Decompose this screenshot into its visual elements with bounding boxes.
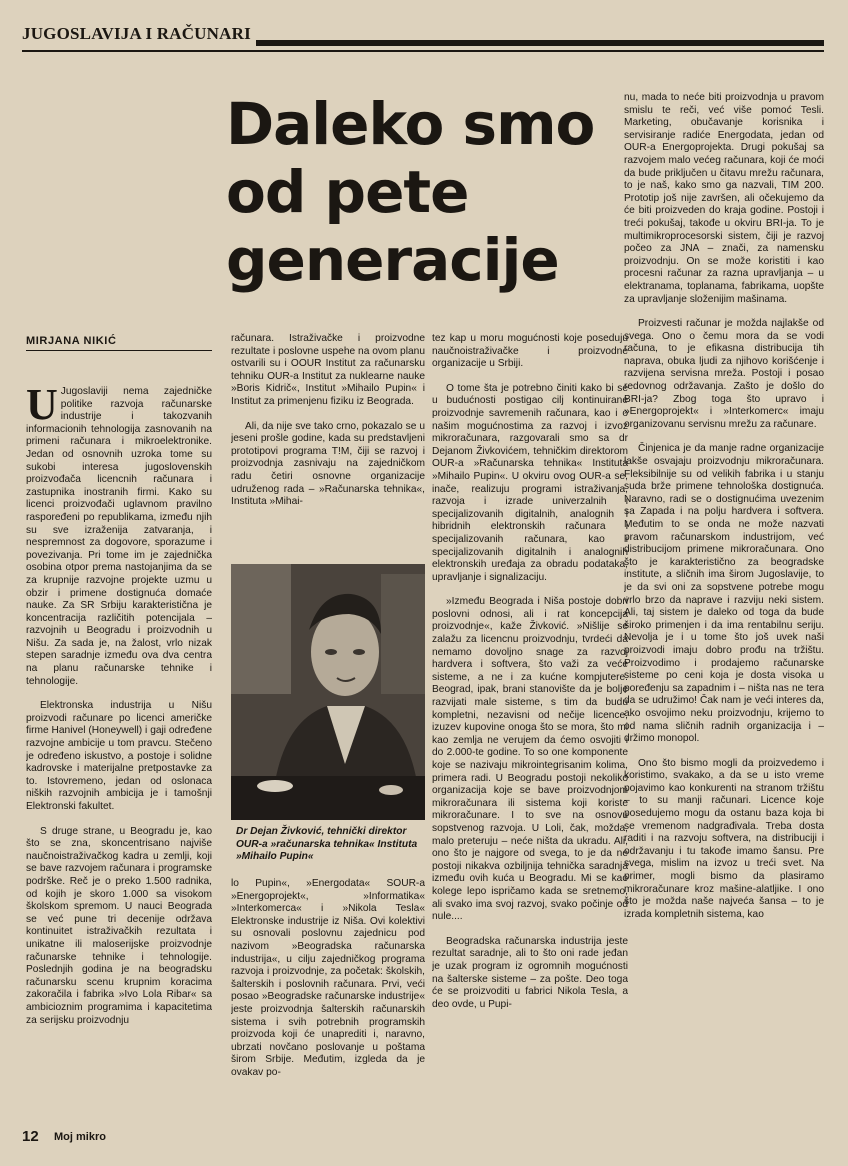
byline-rule <box>26 350 212 351</box>
paragraph: Proizvesti računar je možda najlakše od svega. Ono o čemu mora da se vodi računa, to je efikasna distribucija tih naprava, obuka ljudi za njihovo korišćenje i razvijena servisna mreža. Postoji i posao redovnog održavanja. Zašto je došlo do BRI-ja? Zbog toga što upravo i »Energoprojekt« i »Interkomerc« imaju organizovanu servisnu mrežu za računare. <box>624 318 824 430</box>
paragraph: Beogradska računarska industrija jeste rezultat saradnje, ali to što oni rade jeđan je uzak program iz ogromnih mogućnosti na šalterske sisteme – za pošte. Deo toga će se proizvoditi u fabrici Nikola Tesla, a deo ovde, u Pupi- <box>432 935 628 1010</box>
column-1 <box>26 386 212 1122</box>
page-number: 12 <box>22 1128 39 1145</box>
column-3 <box>432 333 628 1123</box>
section-label: JUGOSLAVIJA I RAČUNARI <box>22 24 251 43</box>
portrait-photo <box>231 564 425 820</box>
paragraph: Elektronska industrija u Nišu proizvodi računare po licenci američke firme Hanivel (Honeywell) i gaji određene razvojne ambicije u tom pravcu. Stečeno je određeno iskustvo, a postoje i solidne kadrovske i materijalne pretpostavke za to. Istovremeno, jedan od oslonaca niških razvojnih ambicija je i tamošnji Elektronski fakultet. <box>26 700 212 812</box>
paragraph: Ono što bismo mogli da proizvedemo i koristimo, svakako, a da se u isto vreme pojavimo kao konkurenti na stranom tržištu – to su manji računari. Licence koje posedujemo mogu da ostanu baza koja bi se vremenom nadgrađivala. Treba dosta raditi i na razvoju softvera, na distribuciji i održavanju i tu takođe imamo šansu. Pre svega, mislim na izvoz u treći svet. Na primer, mogli bismo da plasiramo mikroračunare kroz mašine-alatljike. I ono što je možda naše najveća šansa – to je izrada kompletnih sistema, kao <box>624 757 824 920</box>
paragraph: S druge strane, u Beogradu je, kao što se zna, skoncentrisano najviše naučnoistraživačkog kadra u zemlji, koji se bave razvojem računara i programske podrške. Reč je o preko 1.500 radnika, od kojih je skoro 1.000 sa visokom školskom spremom. U nauci Beograda se već pune tri decenije održava kontinuitet istraživačkih rezultata i unikatne ili maloserijske proizvodnje računarske tehnike i tehnologije. Poslednjih godina je na beogradsku računarsku scenu krupnim koracima zakoračila i fabrika »Ivo Lola Ribar« sa ambicioznim programima i kapacitetima za serijsku proizvodnju <box>26 825 212 1026</box>
photo-caption: Dr Dejan Živković, tehnički direktor OUR-a »računarska tehnika« Instituta »Mihailo Pupin« <box>236 826 418 863</box>
title-line: od pete <box>226 158 469 226</box>
paragraph-text: Jugoslaviji nema zajedničke politike razvoja računarske industrije i takozvanih informacionih tehnologija zasnovanih na primeni računara i mikroelektronike. Jedan od osnovnih uzroka tome su sukobi interesa jugoslovenskih proizvođača licencnih računara i zastupnika inostranih firmi. Kako su licenci proizvođači uglavnom pravilno raspoređeni po republikama, između njih su sve izraženija zatvaranja, i nespremnost za dogovore, sporazume i povezivanja. Pri tome im je zajednička osobina otpor prema nastojanjima da se za krupnije razvojne projekte uzmu u obzir i primene dostignuća domaće nauke. Za SR Srbiju karakteristična je koncentracija različitih potencijala – razvojnih u Beogradu i proizvodnih u Nišu. Za sada je, na žalost, vrlo nizak stepen saradnje između ova dva centra na planu računarske tehnike i tehnologije. <box>26 386 212 687</box>
magazine-name: Moj mikro <box>54 1131 106 1143</box>
paragraph: Ali, da nije sve tako crno, pokazalo se u jeseni prošle godine, kada su predstavljeni prototipovi programa T!M, čiji se razvoj i proizvodnja zasnivaju na zajedničkom radu četiri osnovne organizacije udruženog rada – »Računarska tehnika«, Instituta »Mihai- <box>231 420 425 508</box>
article-title <box>226 90 626 294</box>
column-2-bottom <box>231 878 425 1122</box>
paragraph: »Između Beograda i Niša postoje dobri poslovni odnosi, ali i rat koncepcija proizvodnje«, kaže Živković. »Nišlije se zalažu za licencnu proizvodnju, tvrdeći da nemamo dovoljno snage za razvoj hardvera i softvera, što važi za veće sisteme, a ne i za kućne kompjutere. Beograd, ipak, brani stanovište da je bolje razvijati male sisteme, s tim da budu kompletni, nezavisni od nečije licence, izuzev kupovine onoga što se mora, što mi kao zemlja ne verujem da ćemo osvojiti i do 2.000-te godine. To so one komponente koje se nazivaju mikrointegrisanim kolima, primera radi. U Beogradu postoji nekoliko organizacija koje se bave proizvodnjom mikroračunara ili sistema koji koriste mikroračunare. I to sve na osnovu sopstvenog razvoja. U Loli, čak, možda, malo preteruju – neće ništa da ukradu. Ali, ono što je najgore od svega, to je da ne postoji nikakva ozbiljnija tehnička saradnja između ovih kuća u Beogradu. Mi se kao kolege lepo ispričamo kada se sretnemo, ali svako ima svoj razvoj, svako počinje od nule.... <box>432 596 628 923</box>
column-4 <box>624 92 824 1142</box>
paragraph: Činjenica je da manje radne organizacije lakše osvajaju proizvodnju mikroračunara. Fleksibilnije su od velikih fabrika i u stanju suda brže primene tehnološka dostignuća. Naravno, radi se o dostignućima uvezenim sa Zapada i na polju hardvera i softvera. Međutim to se onda ne može nazvati pravom računarskom industrijom, već distribucijom primene mikroračunara. Ono što je karakteristično za beogradske institute, a sličnih ima širom Jugoslavije, to je da svi oni za sopstvene potrebe mogu vrlo brzo da naprave i razviju neki sistem. Ali, taj sistem je daleko od toga da bude široko primenjen i da ima rentabilnu seriju. Nevolja je i u tome što još uvek naši proizvodi imaju dobro prođu na tržištu. Proizvodimo i prodajemo računarske sisteme po ceni koja je dosta visoka u poređenju sa zapadnim i – ništa nas ne tera da se udružimo! Čak nam je veći interes da, ako osvojimo neku proizvodnju, krijemo to od nama sličnih radnih organizacija i – držimo monopol. <box>624 443 824 745</box>
author-byline: MIRJANA NIKIĆ <box>26 335 117 347</box>
column-2-top <box>231 333 425 559</box>
drop-cap: U <box>26 386 58 429</box>
paragraph <box>26 386 212 688</box>
paragraph: računara. Istraživačke i proizvodne rezultate i poslovne uspehe na ovom planu ostvarili su i OOUR Institut za računarsku tehniku OUR-a Institut za nuklearne nauke »Boris Kidrič«, Institut »Mihailo Pupin« i Institut za primenjenu fiziku iz Beograda. <box>231 333 425 407</box>
paragraph: O tome šta je potrebno činiti kako bi se u budućnosti postigao cilj kontinuirane proizvodnje savremenih računara, kao i o našim mogućnostima za razvoj i izvoz mikroračunara, razgovarali smo sa dr Dejanom Živkovićem, tehničkim direktorom OUR-a »Računarska tehnika« Instituta »Mihailo Pupin«. U okviru ovog OUR-a se, inače, realizuju programi istraživanja, razvoja i izrade univerzalnih i specijalizovanih digitalnih, analognih i hibridnih elektronskih računara i specijalizovanih računara, kao i specijalizovanih digitalnih i analognih elektronskih uređaja za obradu podataka, upravljanje i signalizaciju. <box>432 382 628 583</box>
header-rule <box>256 40 824 46</box>
paragraph: nu, mada to neće biti proizvodnja u pravom smislu te reči, već više pomoć Tesli. Marketing, obučavanje korisnika i servisiranje radiće Energodata, jedan od OUR-a Energoprojekta. Drugi pokušaj sa razvojem malo većeg računara, koji će moći da bude priključen u čitavu mrežu računara, to je naš, kako smo ga nazvali, TIM 200. Prototip još nije završen, ali očekujemo da će biti proizveden do kraja godine. Postoji i treći pokušaj, takođe u okviru BRI-ja. To je multimikroprocesorski sistem, čiji je razvoj počeo za JNA – znači, za namensku proizvodnju. On se može koristiti i kao procesni računar za razna upravljanja – u elektranama, toplanama, fabrikama, uopšte za upravljanje složenijim mašinama. <box>624 92 824 305</box>
paragraph: lo Pupin«, »Energodata« SOUR-a »Energoprojekt«, »Informatika« »Interkomerca« i »Nikola Tesla« Elektronske industrije iz Niša. Ovi kolektivi su osnovali poslovnu zajednicu pod nazivom »Beogradska računarska industrija«, u cilju zajedničkog programa razvoja i proizvodnje, za početak: školskih, šalterskih i poslovnih računara. Prvi, veći posao »Beogradske računarske industrije« jeste proizvodnja šalterskih računarskih sistema i svih potrebnih programskih proizvoda koji će unaprediti i, naravno, ubrzati novčano poslovanje u poštama širom Srbije. Međutim, izgleda da je ovakav po- <box>231 878 425 1078</box>
header-rule-thin <box>22 50 824 52</box>
title-line: Daleko smo <box>226 90 595 158</box>
title-line: generacije <box>226 226 559 294</box>
paragraph: tez kap u moru mogućnosti koje poseduju naučnoistraživačke i proizvodne organizacije u Srbiji. <box>432 333 628 370</box>
portrait-image <box>231 564 425 820</box>
